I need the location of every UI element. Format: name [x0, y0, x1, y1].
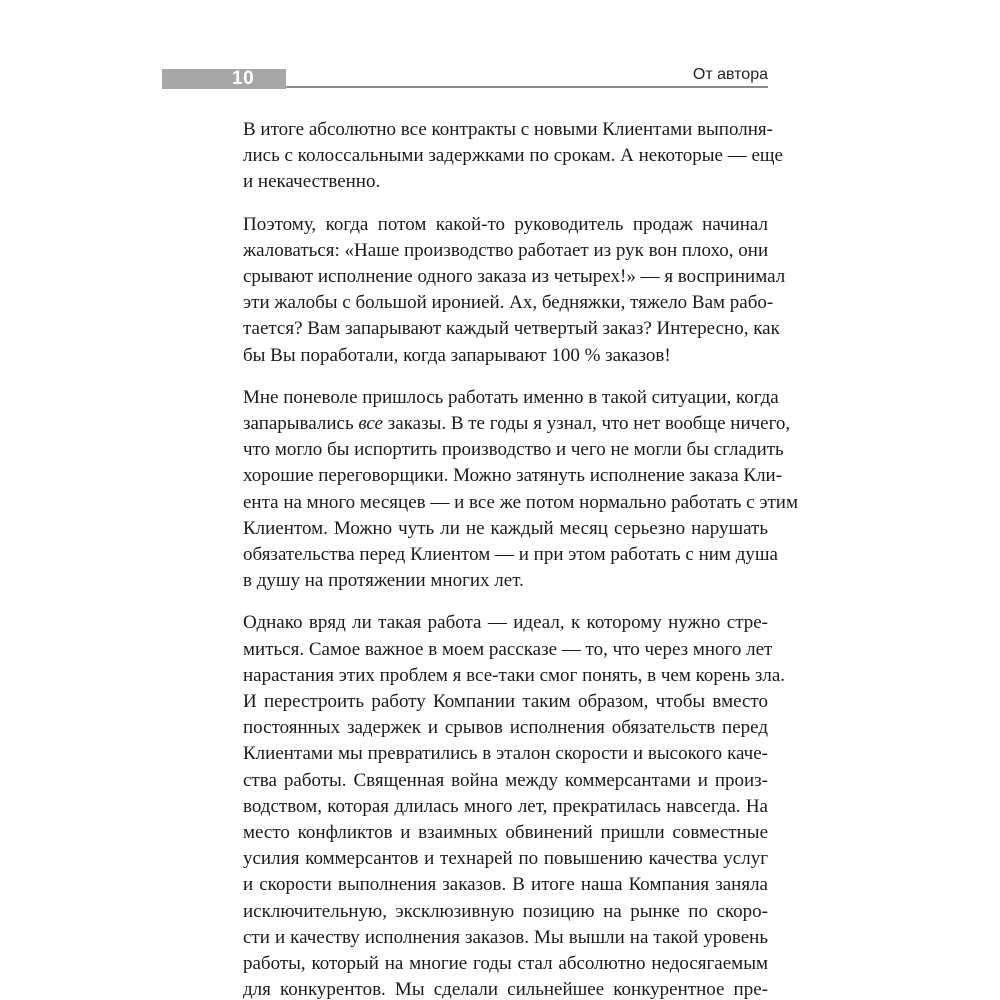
text-line: эти жалобы с большой иронией. Ах, бедняжки, тяжело Вам рабо-	[243, 292, 774, 314]
text-line: Клиентами мы превратились в эталон скорости и высокого каче-	[243, 743, 768, 765]
text-line: Мне поневоле пришлось работать именно в такой ситуации, когда	[243, 386, 779, 408]
text-line: усилия коммерсантов и технарей по повышению качества услуг	[243, 848, 768, 870]
text-line: ства работы. Священная война между коммерсантами и произ-	[243, 769, 768, 791]
header-rule	[286, 86, 768, 88]
text-line: хорошие переговорщики. Можно затянуть исполнение заказа Кли-	[243, 465, 783, 487]
text-line: и скорости выполнения заказов. В итоге наша Компания заняла	[243, 874, 768, 896]
text-line: нарастания этих проблем я все-таки смог понять, в чем корень зла.	[243, 664, 786, 686]
text-line: в душу на протяжении многих лет.	[243, 570, 524, 592]
running-head: От автора	[692, 66, 768, 83]
text-line: работы, который на многие годы стал абсолютно недосягаемым	[243, 953, 768, 975]
text-line: тается? Вам запарывают каждый четвертый заказ? Интересно, как	[243, 318, 780, 340]
text-line: И перестроить работу Компании таким образом, чтобы вместо	[243, 691, 768, 713]
paragraph	[243, 212, 786, 369]
text-line: что могло бы испортить производство и чего не могли бы сгладить	[243, 439, 784, 461]
text-line: сти и качеству исполнения заказов. Мы вышли на такой уровень	[243, 926, 768, 948]
text-line: В итоге абсолютно все контракты с новыми Клиентами выполня-	[243, 119, 773, 140]
text-line: постоянных задержек и срывов исполнения обязательств перед	[243, 717, 768, 739]
page-number: 10	[232, 68, 255, 89]
text-line: Однако вряд ли такая работа — идеал, к которому нужно стре-	[243, 612, 768, 634]
text-line: лись с колоссальными задержками по срокам. А некоторые — еще	[243, 145, 783, 167]
paragraph	[243, 117, 783, 196]
text-line: обязательства перед Клиентом — и при этом работать с ним душа	[243, 544, 778, 566]
paragraph	[243, 610, 786, 1000]
text-line: миться. Самое важное в моем рассказе — то, что через много лет	[243, 638, 773, 660]
paragraph	[243, 385, 798, 595]
text-line: исключительную, эксклюзивную позицию на рынке по скоро-	[243, 900, 768, 922]
body-text	[243, 117, 798, 1000]
text-line: ента на много месяцев — и все же потом нормально работать с этим	[243, 491, 798, 513]
text-line: срывают исполнение одного заказа из четырех!» — я воспринимал	[243, 266, 786, 288]
emphasis: все	[358, 413, 383, 435]
text-line: для конкурентов. Мы сделали сильнейшее конкурентное пре-	[243, 979, 768, 1000]
text-line: бы Вы поработали, когда запарывают 100 % заказов!	[243, 344, 671, 366]
text-line: Клиентом. Можно чуть ли не каждый месяц серьезно нарушать	[243, 517, 768, 539]
text-line: жаловаться: «Наше производство работает из рук вон плохо, они	[243, 239, 769, 261]
text-line: место конфликтов и взаимных обвинений пришли совместные	[243, 822, 768, 844]
text-line: водством, которая длилась много лет, прекратилась навсегда. На	[243, 795, 768, 817]
text-line: Поэтому, когда потом какой-то руководитель продаж начинал	[243, 213, 768, 235]
text-line: и некачественно.	[243, 171, 381, 193]
text-line: запарывались все заказы. В те годы я узнал, что нет вообще ничего,	[243, 413, 791, 435]
